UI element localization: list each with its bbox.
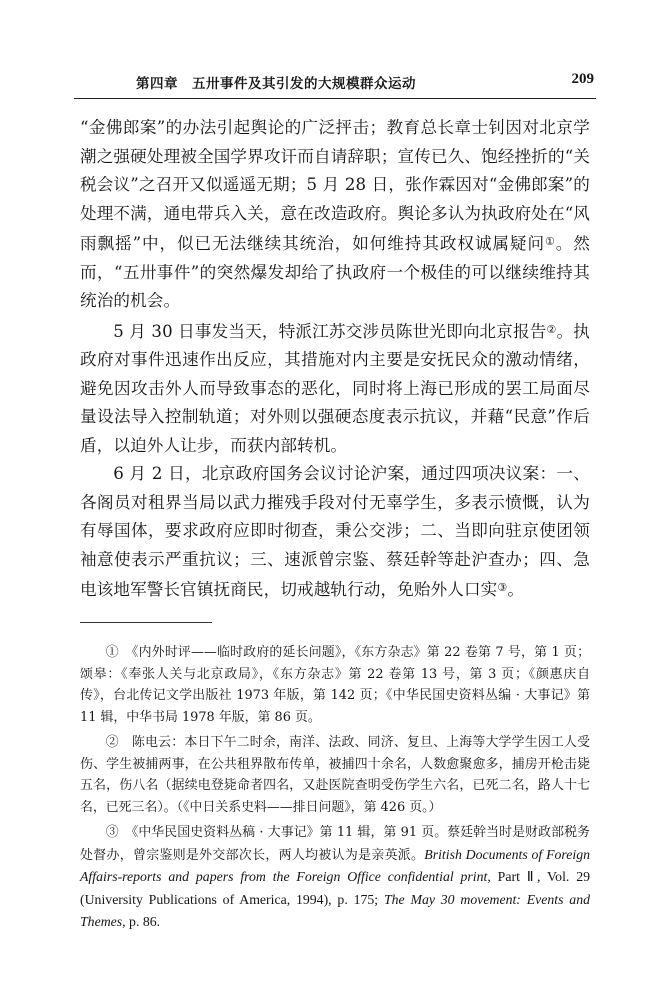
paragraph-3-text: 6 月 2 日，北京政府国务会议讨论沪案，通过四项决议案：一、各阁员对租界当局以武力摧残手段对付无辜学生，多表示愤慨，认为有辱国体，要求政府应即时彻查，秉公交涉；二、当即向驻京使团领袖意使表示严重抗议；三、速派曾宗鉴、蔡廷幹等赴沪查办；四、急电该地军警长官镇抚商民，切戒越轨行动，免贻外人口实 [80,464,590,599]
footnote-ref-2: ② [546,322,557,336]
footnote-3-page: , p. 86. [122,914,161,929]
footnote-2: ② 陈电云：本日下午二时余，南洋、法政、同济、复旦、上海等大学学生因工人受伤、学生被捕两事，在公共租界散布传单，被捕四十余名，人数愈聚愈多，捕房开枪击毙五名，伤八名（据续电登毙命者四名，又赴医院查明受伤学生六名，已死二名，路人十七名，已死三名）。（《中日关系史料——排日问题》，第 426 页。） [80,735,590,815]
page-number: 209 [571,71,594,87]
chapter-title: 第四章 五卅事件及其引发的大规模群众运动 [136,76,416,92]
footnote-3-cn: ③ 《中华民国史资料丛稿 · 大事记》第 11 辑，第 91 页。蔡廷幹当时是财政部税务处督办，曾宗鉴则是外交部次长，两人均被认为是亲英派。 [80,825,590,863]
paragraph-2 [80,316,590,461]
paragraph-3 [80,460,590,605]
paragraph-1 [80,114,590,316]
paragraph-3-tail: 。 [507,580,525,599]
footnote-3-second-title: The May 30 movement: Events and Themes [80,891,591,929]
footnote-3-source-title: British Documents of Foreign Affairs-reports and papers from the Foreign Office confidential print [80,846,591,884]
paragraph-2-tail: 。执政府对事件迅速作出反应，其措施对内主要是安抚民众的激动情绪，避免因攻击外人而导致事态的恶化，同时将上海已形成的罢工局面尽量设法导入控制轨道；对外则以强硬态度表示抗议，并藉“民意”作后盾，以迫外人让步，而获内部转机。 [80,321,590,455]
paragraph-2-text: 5 月 30 日事发当天，特派江苏交涉员陈世光即向北京报告 [113,321,547,341]
paragraph-1-tail: 。然而，“五卅事件”的突然爆发却给了执政府一个极佳的可以继续维持其统治的机会。 [80,234,590,310]
footnote-ref-3: ③ [497,581,508,594]
footnote-divider [80,622,212,623]
footnote-ref-1: ① [544,235,556,248]
paragraph-1-text: “金佛郎案”的办法引起舆论的广泛抨击；教育总长章士钊因对北京学潮之强硬处理被全国学界攻讦而自请辞职；宣传已久、饱经挫折的“关税会议”之召开又似遥遥无期；5 月 28 日，张作霖因对“金佛郎案”的处理不满，通电带兵入关，意在改造政府。舆论多认为执政府处在“风雨飘摇”中，似已无法继续其统治，如何维持其政权诚属疑问 [80,118,590,253]
footnote-3-source-detail: , Part Ⅱ, Vol. 29 (University Publications of America, 1994), p. 175; [80,869,591,907]
footnote-1: ① 《内外时评——临时政府的延长问题》，《东方杂志》第 22 卷第 7 号，第 1 页；颂皋：《奉张人关与北京政局》，《东方杂志》第 22 卷第 13 号，第 3 页；《颜惠庆自传》，台北传记文学出版社 1973 年版，第 142 页；《中华民国史资料丛编 · 大事记》第 11 辑，中华书局 1978 年版，第 86 页。 [80,645,590,725]
footnote-3 [80,822,590,934]
main-text [80,114,590,605]
running-header [74,68,596,99]
footnotes [80,642,590,938]
